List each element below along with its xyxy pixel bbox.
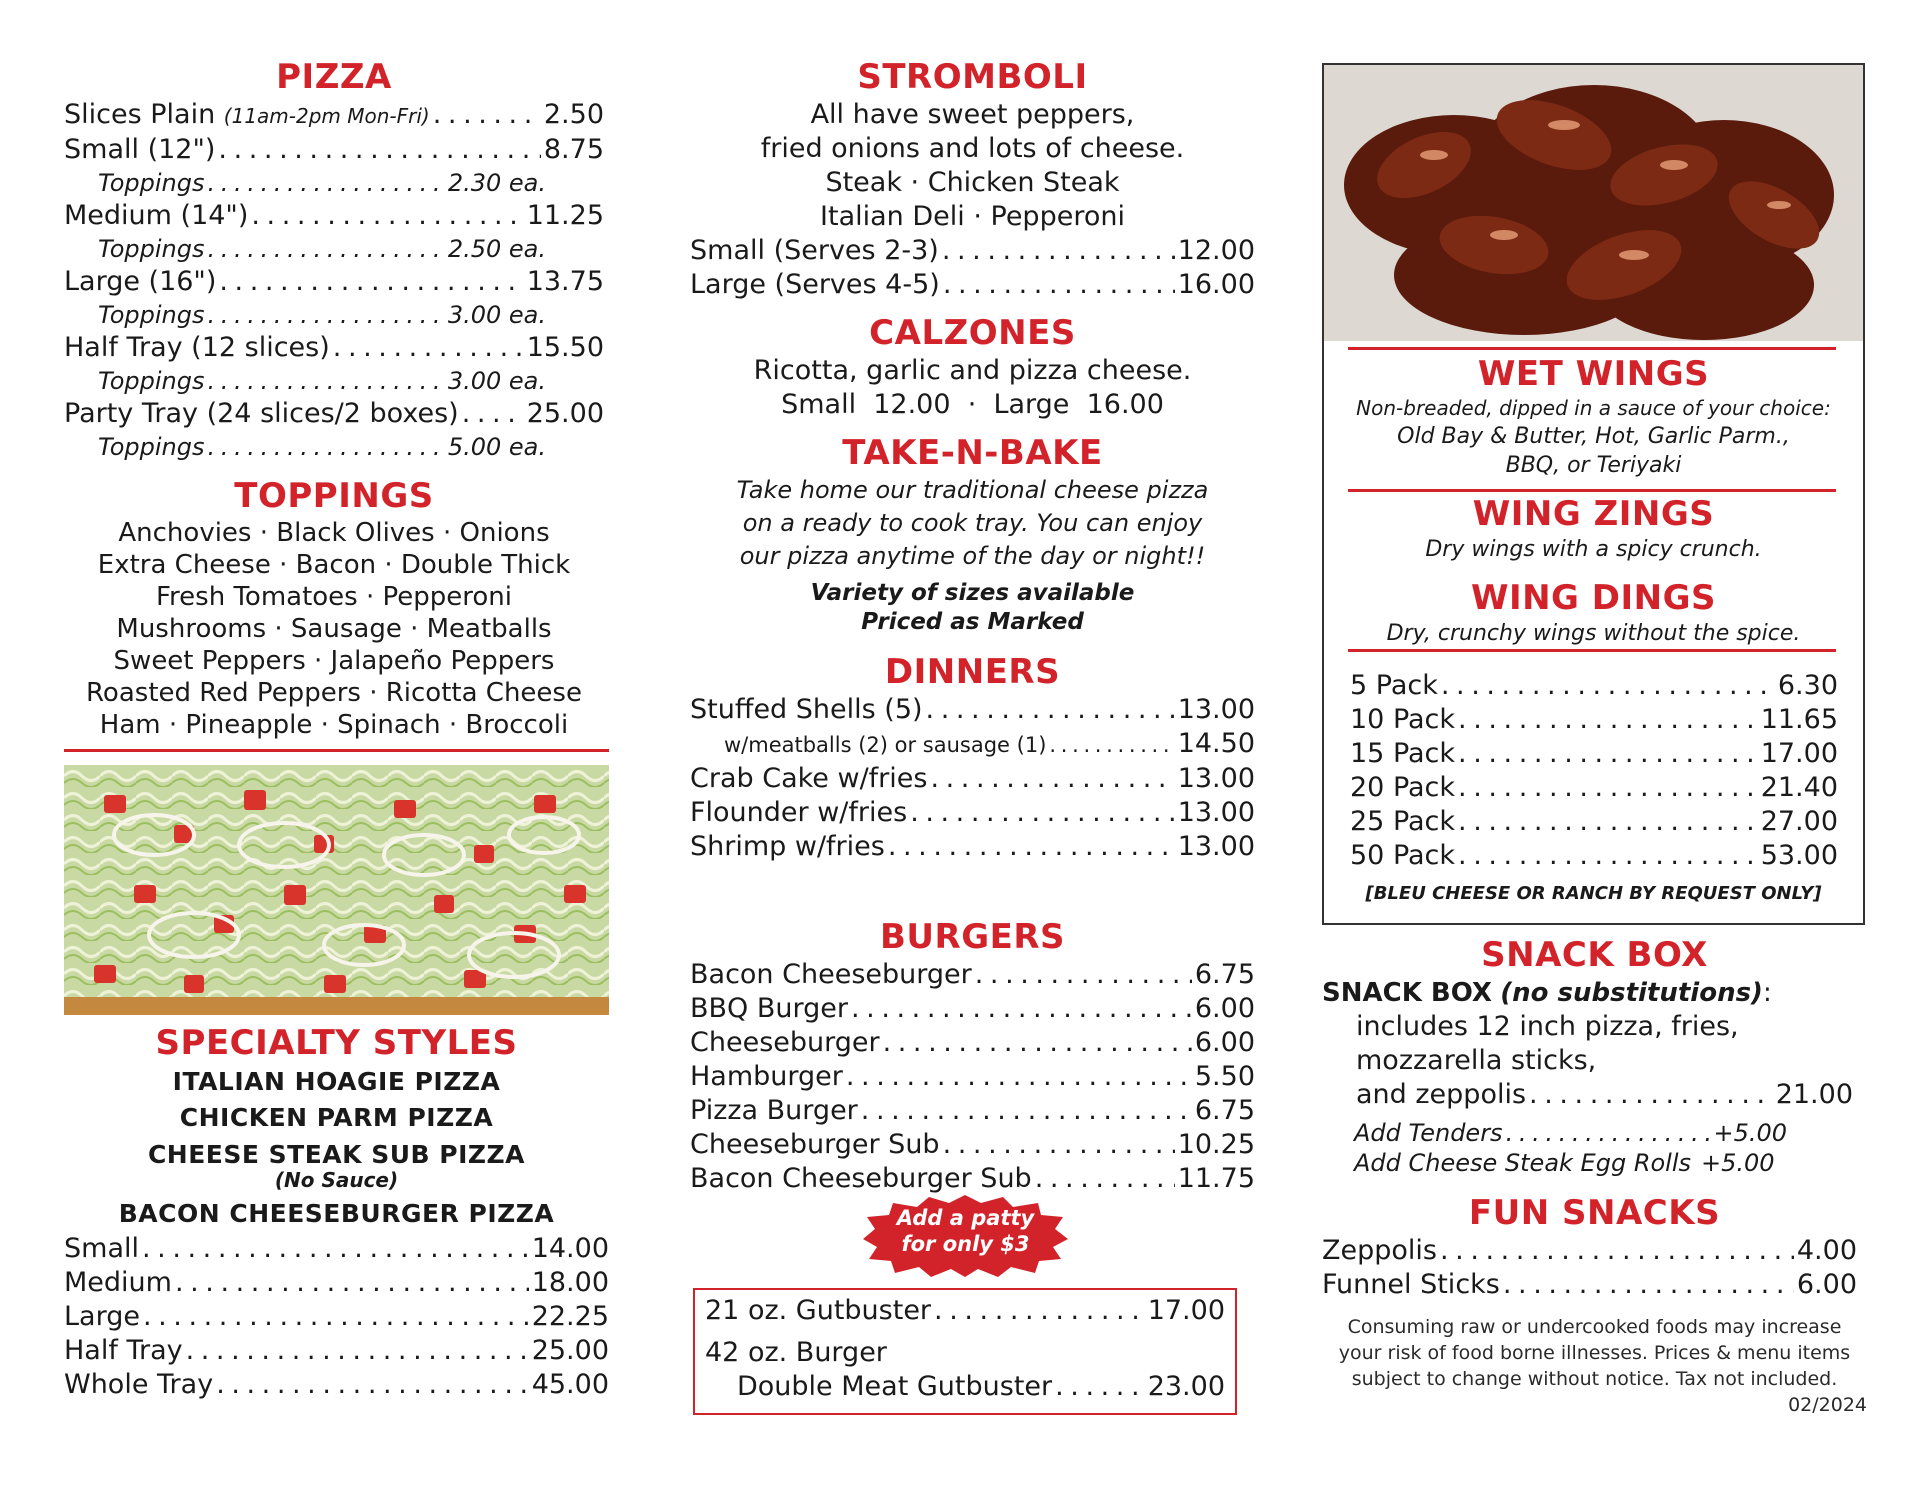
menu-item	[1350, 839, 1838, 873]
item-label: 42 oz. Burger	[705, 1337, 887, 1368]
take-n-bake-note: Priced as Marked	[861, 609, 1084, 635]
item-label: Shrimp w/fries	[690, 831, 885, 862]
wing-packs	[1350, 669, 1838, 873]
item-price: 22.25	[531, 1301, 609, 1332]
item-label: Crab Cake w/fries	[690, 763, 928, 794]
item-label: 20 Pack	[1350, 772, 1456, 803]
menu-item	[64, 199, 604, 233]
item-label: Add Cheese Steak Egg Rolls	[1354, 1149, 1692, 1177]
item-price: 23.00	[1147, 1371, 1225, 1402]
divider	[1348, 347, 1836, 350]
gutbuster-box	[693, 1288, 1237, 1415]
menu-item	[690, 1060, 1255, 1094]
add-patty-line: Add a patty	[896, 1206, 1035, 1230]
snack-box-lead-bold: SNACK BOX	[1322, 978, 1492, 1008]
divider	[1348, 649, 1836, 652]
wing-zings-title: WING ZINGS	[1472, 494, 1715, 534]
item-label: Double Meat Gutbuster	[737, 1371, 1053, 1402]
take-n-bake-line: on a ready to cook tray. You can enjoy	[742, 509, 1203, 537]
item-price: 25.00	[531, 1335, 609, 1366]
column-stromboli	[690, 0, 1255, 1196]
item-label: Slices Plain	[64, 99, 216, 130]
stromboli-line: All have sweet peppers,	[810, 99, 1135, 130]
toppings-line: Ham · Pineapple · Spinach · Broccoli	[99, 710, 569, 740]
item-price: 6.75	[1194, 1095, 1255, 1126]
menu-item	[64, 331, 604, 365]
item-price: 4.00	[1796, 1235, 1857, 1266]
item-price: 27.00	[1760, 806, 1838, 837]
pizza-photo	[64, 765, 609, 1015]
menu-item-heading	[705, 1336, 1225, 1370]
item-price: 21.00	[1775, 1079, 1853, 1110]
specialty-style: CHICKEN PARM PIZZA	[179, 1103, 494, 1132]
item-label: Small (Serves 2-3)	[690, 235, 939, 266]
item-label: Half Tray (12 slices)	[64, 332, 330, 363]
topping-price	[64, 365, 604, 397]
item-price: 12.00	[1177, 235, 1255, 266]
add-patty-badge	[863, 1195, 1068, 1277]
menu-date: 02/2024	[1788, 1394, 1867, 1416]
item-label: Large (Serves 4-5)	[690, 269, 940, 300]
item-label: and zeppolis	[1356, 1079, 1527, 1110]
item-price: 6.00	[1194, 993, 1255, 1024]
menu-item	[690, 234, 1255, 268]
item-label: Zeppolis	[1322, 1235, 1437, 1266]
take-n-bake-title: TAKE-N-BAKE	[842, 433, 1103, 473]
snack-box-line: mozzarella sticks,	[1356, 1045, 1597, 1076]
item-label: Half Tray	[64, 1335, 183, 1366]
item-note: (11am-2pm Mon-Fri)	[223, 104, 430, 128]
item-price: 5.50	[1194, 1061, 1255, 1092]
item-price: 13.00	[1177, 694, 1255, 725]
calzones-line: Small 12.00 · Large 16.00	[781, 389, 1164, 420]
item-price: 6.30	[1777, 670, 1838, 701]
no-sauce-note: (No Sauce)	[274, 1168, 399, 1192]
item-price: 14.50	[1177, 728, 1255, 759]
item-label: Cheeseburger Sub	[690, 1129, 940, 1160]
item-price: 13.00	[1177, 797, 1255, 828]
toppings-line: Anchovies · Black Olives · Onions	[118, 518, 550, 548]
menu-item	[690, 958, 1255, 992]
item-price: 17.00	[1760, 738, 1838, 769]
item-price: 14.00	[531, 1233, 609, 1264]
specialty-style: CHEESE STEAK SUB PIZZA	[147, 1140, 526, 1169]
item-price: 13.75	[526, 266, 604, 297]
add-patty-line: for only $3	[901, 1232, 1030, 1256]
item-price: 13.00	[1177, 763, 1255, 794]
item-price: 53.00	[1760, 840, 1838, 871]
calzones-title: CALZONES	[869, 313, 1076, 353]
wings-illustration	[1324, 65, 1863, 341]
item-label: Small (12")	[64, 134, 216, 165]
wing-zings-desc: Dry wings with a spicy crunch.	[1425, 537, 1762, 562]
specialty-title: SPECIALTY STYLES	[155, 1023, 518, 1063]
menu-item	[64, 1300, 609, 1334]
item-price: 25.00	[526, 398, 604, 429]
item-label: 21 oz. Gutbuster	[705, 1295, 932, 1326]
menu-item	[1322, 1268, 1867, 1302]
wing-dings-desc: Dry, crunchy wings without the spice.	[1386, 621, 1801, 646]
menu-item	[690, 1128, 1255, 1162]
item-price: 8.75	[543, 134, 604, 165]
item-label: Pizza Burger	[690, 1095, 858, 1126]
pizza-title: PIZZA	[276, 57, 392, 97]
item-price: 2.50 ea.	[447, 235, 546, 263]
wet-wings-title: WET WINGS	[1477, 354, 1710, 394]
item-label: Stuffed Shells (5)	[690, 694, 923, 725]
item-price: 6.00	[1796, 1269, 1857, 1300]
menu-item	[64, 1232, 609, 1266]
stromboli-line: fried onions and lots of cheese.	[760, 133, 1185, 164]
item-label: Toppings	[98, 301, 205, 329]
item-price: 2.50	[543, 99, 604, 130]
menu-item	[64, 397, 604, 431]
menu-item	[690, 693, 1255, 727]
topping-price	[64, 167, 604, 199]
item-price: 6.75	[1194, 959, 1255, 990]
item-price: 5.00 ea.	[447, 433, 546, 461]
menu-item	[690, 796, 1255, 830]
calzones-line: Ricotta, garlic and pizza cheese.	[753, 355, 1192, 386]
item-price: 18.00	[531, 1267, 609, 1298]
stromboli-line: Steak · Chicken Steak	[825, 167, 1120, 198]
item-price: 17.00	[1147, 1295, 1225, 1326]
item-price: +5.00	[1701, 1149, 1775, 1177]
item-label: Toppings	[98, 433, 205, 461]
snack-box-line: includes 12 inch pizza, fries,	[1356, 1011, 1739, 1042]
menu-item	[64, 1266, 609, 1300]
divider	[64, 749, 609, 752]
stromboli-title: STROMBOLI	[857, 57, 1088, 97]
dressing-note: [BLEU CHEESE OR RANCH BY REQUEST ONLY]	[1365, 883, 1822, 904]
fun-snacks-title: FUN SNACKS	[1468, 1193, 1721, 1233]
item-label: BBQ Burger	[690, 993, 848, 1024]
item-label: Party Tray (24 slices/2 boxes)	[64, 398, 459, 429]
add-on-item	[1322, 1148, 1867, 1178]
specialty-style: ITALIAN HOAGIE PIZZA	[172, 1067, 501, 1096]
item-label: Large	[64, 1301, 140, 1332]
toppings-line: Mushrooms · Sausage · Meatballs	[116, 614, 552, 644]
burgers-title: BURGERS	[879, 917, 1065, 957]
menu-item	[1350, 771, 1838, 805]
item-price: 11.65	[1760, 704, 1838, 735]
item-label: 10 Pack	[1350, 704, 1456, 735]
toppings-line: Fresh Tomatoes · Pepperoni	[155, 582, 512, 612]
item-price: 45.00	[531, 1369, 609, 1400]
toppings-title: TOPPINGS	[234, 476, 434, 516]
item-label: Medium (14")	[64, 200, 249, 231]
menu-item	[690, 762, 1255, 796]
take-n-bake-line: our pizza anytime of the day or night!!	[739, 542, 1206, 570]
menu-item	[1350, 703, 1838, 737]
wing-dings-title: WING DINGS	[1470, 578, 1717, 618]
item-label: 15 Pack	[1350, 738, 1456, 769]
item-price: 11.75	[1177, 1163, 1255, 1194]
item-price: 13.00	[1177, 831, 1255, 862]
item-price: 11.25	[526, 200, 604, 231]
wing-dings-section	[1324, 577, 1863, 649]
disclaimer	[1322, 1314, 1867, 1418]
topping-price	[64, 431, 604, 463]
divider	[1348, 489, 1836, 492]
menu-item	[705, 1370, 1225, 1404]
menu-item	[690, 992, 1255, 1026]
item-label: Large (16")	[64, 266, 217, 297]
item-price: 3.00 ea.	[447, 367, 546, 395]
take-n-bake-line: Take home our traditional cheese pizza	[736, 476, 1209, 504]
item-label: Flounder w/fries	[690, 797, 908, 828]
menu-item	[690, 1094, 1255, 1128]
item-label: Bacon Cheeseburger	[690, 959, 972, 990]
stromboli-line: Italian Deli · Pepperoni	[820, 201, 1125, 232]
menu-item	[64, 1368, 609, 1402]
menu-item	[690, 1162, 1255, 1196]
menu-item	[64, 133, 604, 167]
menu-item	[64, 1334, 609, 1368]
dinners-title: DINNERS	[884, 652, 1061, 692]
item-label: Toppings	[98, 235, 205, 263]
item-price: 16.00	[1177, 269, 1255, 300]
item-label: 5 Pack	[1350, 670, 1438, 701]
menu-item	[1322, 1234, 1867, 1268]
item-price: 15.50	[526, 332, 604, 363]
menu-item	[705, 1294, 1225, 1328]
wings-photo	[1324, 65, 1863, 341]
take-n-bake-note: Variety of sizes available	[810, 580, 1135, 606]
item-label: Whole Tray	[64, 1369, 214, 1400]
pizza-list	[64, 98, 604, 463]
item-label: Small	[64, 1233, 139, 1264]
item-label: Funnel Sticks	[1322, 1269, 1500, 1300]
menu-item	[64, 265, 604, 299]
menu-item	[690, 830, 1255, 864]
item-label: Bacon Cheeseburger Sub	[690, 1163, 1032, 1194]
toppings-line: Sweet Peppers · Jalapeño Peppers	[113, 646, 555, 676]
item-price: 2.30 ea.	[447, 169, 546, 197]
snack-box-title: SNACK BOX	[1481, 935, 1708, 975]
item-label: 25 Pack	[1350, 806, 1456, 837]
wet-wings-line: BBQ, or Teriyaki	[1505, 453, 1682, 478]
snack-box-lead	[1322, 976, 1867, 1010]
column-pizza	[64, 0, 604, 741]
menu-item	[1350, 669, 1838, 703]
item-label: Cheeseburger	[690, 1027, 880, 1058]
specialty-prices	[64, 1232, 609, 1402]
toppings-list	[64, 517, 604, 741]
snack-box-lead-italic: (no substitutions)	[1500, 978, 1763, 1008]
item-label: 50 Pack	[1350, 840, 1456, 871]
add-on-item	[1322, 1118, 1867, 1148]
wings-box	[1322, 63, 1865, 925]
menu-item	[1350, 737, 1838, 771]
item-label: Hamburger	[690, 1061, 843, 1092]
item-label: Add Tenders	[1354, 1119, 1503, 1147]
item-label: Toppings	[98, 169, 205, 197]
specialty-style: BACON CHEESEBURGER PIZZA	[118, 1199, 555, 1228]
item-price: 6.00	[1194, 1027, 1255, 1058]
item-label: w/meatballs (2) or sausage (1)	[724, 733, 1047, 757]
menu-item	[1322, 1078, 1867, 1112]
item-price: +5.00	[1713, 1119, 1787, 1147]
disclaimer-line: your risk of food borne illnesses. Prices & menu items	[1338, 1342, 1851, 1364]
wet-wings-line: Non-breaded, dipped in a sauce of your choice:	[1356, 396, 1831, 420]
pizza-illustration	[64, 765, 609, 1015]
menu-item	[1350, 805, 1838, 839]
disclaimer-line: subject to change without notice. Tax not included.	[1351, 1368, 1838, 1390]
wing-zings-section	[1324, 493, 1863, 565]
item-price: 21.40	[1760, 772, 1838, 803]
specialty-section	[64, 1022, 609, 1402]
wet-wings-section	[1324, 353, 1863, 480]
toppings-line: Roasted Red Peppers · Ricotta Cheese	[86, 678, 582, 708]
menu-item	[690, 268, 1255, 302]
item-price: 10.25	[1177, 1129, 1255, 1160]
menu-item	[690, 1026, 1255, 1060]
topping-price	[64, 299, 604, 331]
snack-box-section	[1322, 934, 1867, 1418]
item-label: Medium	[64, 1267, 172, 1298]
wet-wings-line: Old Bay & Butter, Hot, Garlic Parm.,	[1397, 424, 1790, 449]
add-patty-text	[863, 1205, 1068, 1257]
item-label: Toppings	[98, 367, 205, 395]
snack-box-lead-colon: :	[1762, 978, 1772, 1008]
disclaimer-line: Consuming raw or undercooked foods may increase	[1347, 1316, 1842, 1338]
toppings-line: Extra Cheese · Bacon · Double Thick	[97, 550, 571, 580]
menu-item	[690, 727, 1255, 762]
item-price: 3.00 ea.	[447, 301, 546, 329]
menu-item	[64, 98, 604, 133]
topping-price	[64, 233, 604, 265]
